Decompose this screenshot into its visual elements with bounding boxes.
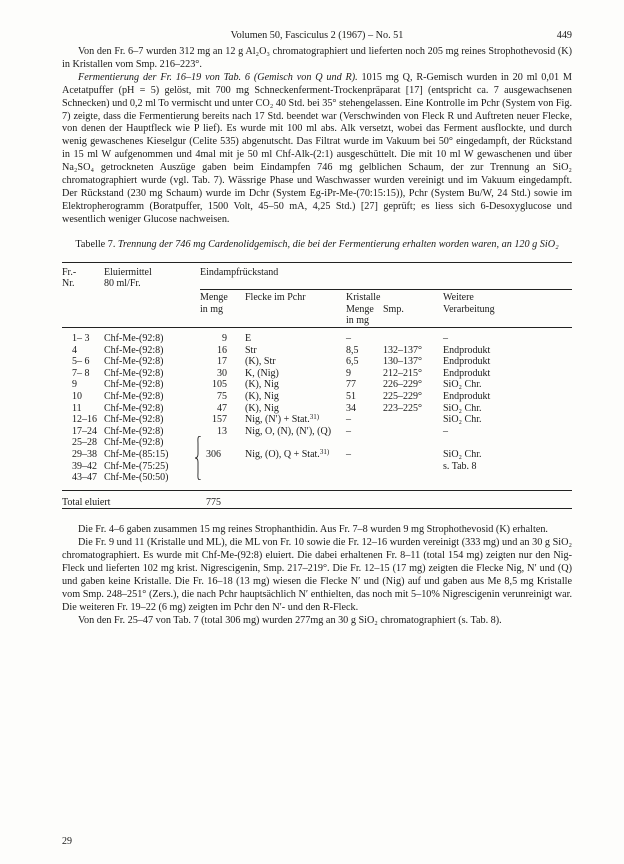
cell-weitere: SiO₂ Chr. [443,379,482,391]
paragraph-fractions-6-7: Von den Fr. 6–7 wurden 312 mg an 12 g Al₂O₃ chromatographiert und lieferten noch 205 mg reines Strophothevosid (K) in Kristallen vom Smp. 216–223°. [62,46,572,70]
cell-weitere: – [443,425,448,437]
cell-fraction: 7– 8 [72,367,90,379]
paragraph-fractions-9-11: Die Fr. 9 und 11 (Kristalle und ML), die ML von Fr. 10 sowie die Fr. 12–16 wurden vereinigt (333 mg) und an 30 g SiO₂ chromatographiert. Es wurde mit Chf-Me-(92:8) eluiert. Die dabei erhaltenen Fr. 8–11 (total 154 mg) zeigten nur den Nig-Fleck und lieferten 102 mg krist. Nigrescigenin, Smp. 217–219°. Die Fr. 12–15 (17 mg) zeigten die Flecke Nig, N′ und (Q) und gaben keine Kristalle. Die Fr. 16–18 (13 mg) wiesen die Flecke N′ und (Nig) auf und gaben aus Me 8,5 mg Kristalle vom Smp. 248–251° (Zers.), die nach Pchr hauptsächlich N′ enthielten, das noch mit 5–10% Nigrescigenin verunreinigt war. Die weiteren Fr. 19–22 (6 mg) zeigten im Pchr den N′- und den R-Fleck. [62,537,572,613]
header-menge: Menge in mg [200,292,228,315]
total-label: Total eluiert [62,490,200,509]
table-body [62,333,572,437]
cell-flecke: (K), Str [245,356,276,368]
sheet-signature: 29 [62,836,72,847]
cell-flecke: Str [245,344,257,356]
running-header [62,30,572,46]
cell-eluent: Chf-Me-(92:8) [104,367,164,379]
table-label: Tabelle 7. [75,238,116,250]
cell-eluent: Chf-Me-(92:8) [104,356,164,368]
table-header-row-1 [62,267,572,290]
table-caption-text: Trennung der 746 mg Cardenolidgemisch, die bei der Fermentierung erhalten worden waren, an 120 g SiO₂ [117,238,559,250]
cell-menge: 105 [212,379,227,391]
paragraph-fermentation [62,72,572,227]
table-row [62,391,572,403]
separation-table [62,262,572,516]
cell-fraction: 17–24 [72,425,97,437]
cell-smp [383,426,443,438]
cell-eluent: Chf-Me-(92:8) [104,414,164,426]
cell-fraction: 9 [72,379,77,391]
cell-fraction: 5– 6 [72,356,90,368]
paragraph-heading: Fermentierung der Fr. 16–19 von Tab. 6 (Gemisch von Q und R). [78,71,358,83]
table-header-row-2 [62,290,572,327]
journal-reference: Volumen 50, Fasciculus 2 (1967) – No. 51 [230,30,404,41]
cell-menge: 16 [217,344,227,356]
header-fr: Fr.- Nr. [62,266,77,290]
group-weiter: SiO₂ Chr. [443,449,482,460]
cell-weitere: Endprodukt [443,367,491,379]
cell-kristalle-menge: 34 [346,402,356,414]
cell-kristalle-menge: 77 [346,379,356,391]
paragraph-body: 1015 mg Q, R-Gemisch wurden in 20 ml 0,01 M Acetatpuffer (pH = 5) gelöst, mit 700 mg Schneckenferment-Trockenpräparat [17] (entspricht ca. 7 ausgewachsenen Schnecken) und 0,2 ml To vermischt und unter CO₂ 40 Std. bei 35° stehengelassen. Eine Kontrolle im Pchr (System von Fig. 7) zeigte, dass die Fermentierung bereits nach 17 Std. beendet war (Verschwinden von Fleck R und Auftreten neuer Flecke, von denen der Hauptfleck wie P lief). Es wurde mit 100 ml abs. Alk versetzt, wobei das Ferment ausflockte, und durch wenig gewaschenes Kieselgur (Celite 535) abgenutscht. Das Filtrat wurde im Vakuum bei 50° eingedampft, der Rückstand in 15 ml W aufgenommen und 4mal mit je 50 ml Chf-Alk-(2:1) ausgeschüttelt. Die mit 10 ml W gewaschenen und über Na₂SO₄ getrockneten Auszüge gaben beim Eindampfen 746 mg gelblichen Schaum, der zur Trennung an SiO₂ chromatographiert wurde (vgl. Tab. 7). Wässrige Phase und Waschwasser wurden vereinigt und im Vakuum eingedampft. Der Rückstand (230 mg Schaum) wurde im Dchr (System Eg-iPr-Me-(70:15:15)), Pchr (System Bu/W, 24 Std.) sowie im Elektropherogramm (Boratpuffer, 1500 Volt, 45–50 mA, 4,25 Std.) [27] geprüft; es liess sich 6-Desoxyglucose und wesentlich weniger Glucose nachweisen. [62,71,572,225]
table-row [62,368,572,380]
cell-menge: 30 [217,367,227,379]
paragraph-fractions-4-6: Die Fr. 4–6 gaben zusammen 15 mg reines Strophanthidin. Aus Fr. 7–8 wurden 9 mg Strophothevosid (K) erhalten. [78,524,548,536]
table-row [62,356,572,368]
cell-smp [383,414,443,426]
cell-flecke: (K), Nig [245,379,279,391]
cell-menge: 47 [217,402,227,414]
paragraph-fractions-25-47: Von den Fr. 25–47 von Tab. 7 (total 306 mg) wurden 277mg an 30 g SiO₂ chromatographiert (s. Tab. 8). [78,614,502,626]
cell-kristalle-menge: 51 [346,391,356,403]
cell-eluent: Chf-Me-(92:8) [104,391,164,403]
total-value: 775 [200,490,245,509]
table-row: 39–42 Chf-Me-(75:25) s. Tab. 8 [62,461,572,473]
cell-menge: 13 [217,425,227,437]
brace-icon [194,436,202,480]
table-row [62,426,572,438]
cell-flecke: Nig, O, (N), (N′), (Q) [245,425,332,437]
header-weitere-verarbeitung: Weitere Verarbeitung [443,292,495,315]
cell-smp [383,333,443,345]
group-weiter-ref: s. Tab. 8 [443,460,477,472]
page-number: 449 [556,30,572,41]
table-row [62,333,572,345]
cell-weitere: SiO₂ Chr. [443,402,482,414]
cell-kristalle-menge: – [346,425,351,437]
cell-eluent: Chf-Me-(92:8) [104,333,164,345]
cell-eluent: Chf-Me-(92:8) [104,344,164,356]
table-row: 25–28 Chf-Me-(92:8) [72,437,164,449]
cell-weitere: – [443,333,448,345]
cell-weitere: Endprodukt [443,344,491,356]
cell-flecke: K, (Nig) [245,367,279,379]
cell-weitere: Endprodukt [443,391,491,403]
cell-menge: 17 [217,356,227,368]
cell-kristalle-menge: 6,5 [346,356,359,368]
cell-eluent: Chf-Me-(92:8) [104,379,164,391]
cell-fraction: 12–16 [72,414,97,426]
header-kristalle: Kristalle Menge Smp. in mg [346,292,404,327]
cell-weitere: Endprodukt [443,356,491,368]
cell-smp: 130–137° [383,356,422,368]
cell-weitere: SiO₂ Chr. [443,414,482,426]
cell-flecke: (K), Nig [245,391,279,403]
cell-eluent: Chf-Me-(92:8) [104,425,164,437]
cell-flecke: (K), Nig [245,402,279,414]
cell-fraction: 1– 3 [72,333,90,345]
cell-smp: 225–229° [383,391,422,403]
header-eluiermittel: Eluiermittel 80 ml/Fr. [104,266,152,290]
cell-eluent: Chf-Me-(92:8) [104,402,164,414]
cell-kristalle-menge: 9 [346,367,351,379]
cell-kristalle-menge: – [346,414,351,426]
cell-fraction: 11 [72,402,82,414]
cell-smp: 223–225° [383,402,422,414]
cell-flecke: Nig, (N′) + Stat.$^{31)}$ [245,413,320,426]
cell-smp: 212–215° [383,367,422,379]
cell-flecke: E [245,333,252,345]
cell-menge: 75 [217,391,227,403]
cell-smp: 132–137° [383,344,422,356]
cell-kristalle-menge: 8,5 [346,344,359,356]
cell-menge: 157 [212,414,227,426]
table-caption [62,239,572,252]
cell-fraction: 4 [72,344,77,356]
cell-fraction: 10 [72,391,82,403]
table-row: 29–38 Chf-Me-(85:15) 306 Nig, (O), Q + Stat.$^{31)}$ – SiO₂ Chr. [62,449,572,461]
table-total-row [62,490,572,509]
document-page [62,30,572,628]
table-row [62,345,572,357]
cell-smp: 226–229° [383,379,422,391]
header-eindampfrueckstand: Eindampfrückstand [200,266,279,278]
table-row [62,379,572,391]
cell-kristalle-menge: – [346,333,351,345]
header-flecke: Flecke im Pchr [245,292,306,304]
cell-menge: 9 [222,333,227,345]
group-kr: – [346,449,351,460]
table-row: 43–47 Chf-Me-(50:50) [72,472,169,484]
group-menge: 306 [206,449,221,460]
table-row [62,414,572,426]
group-flecke: Nig, (O), Q + Stat.$^{31)}$ [245,448,330,460]
table-group-rows [62,437,572,515]
